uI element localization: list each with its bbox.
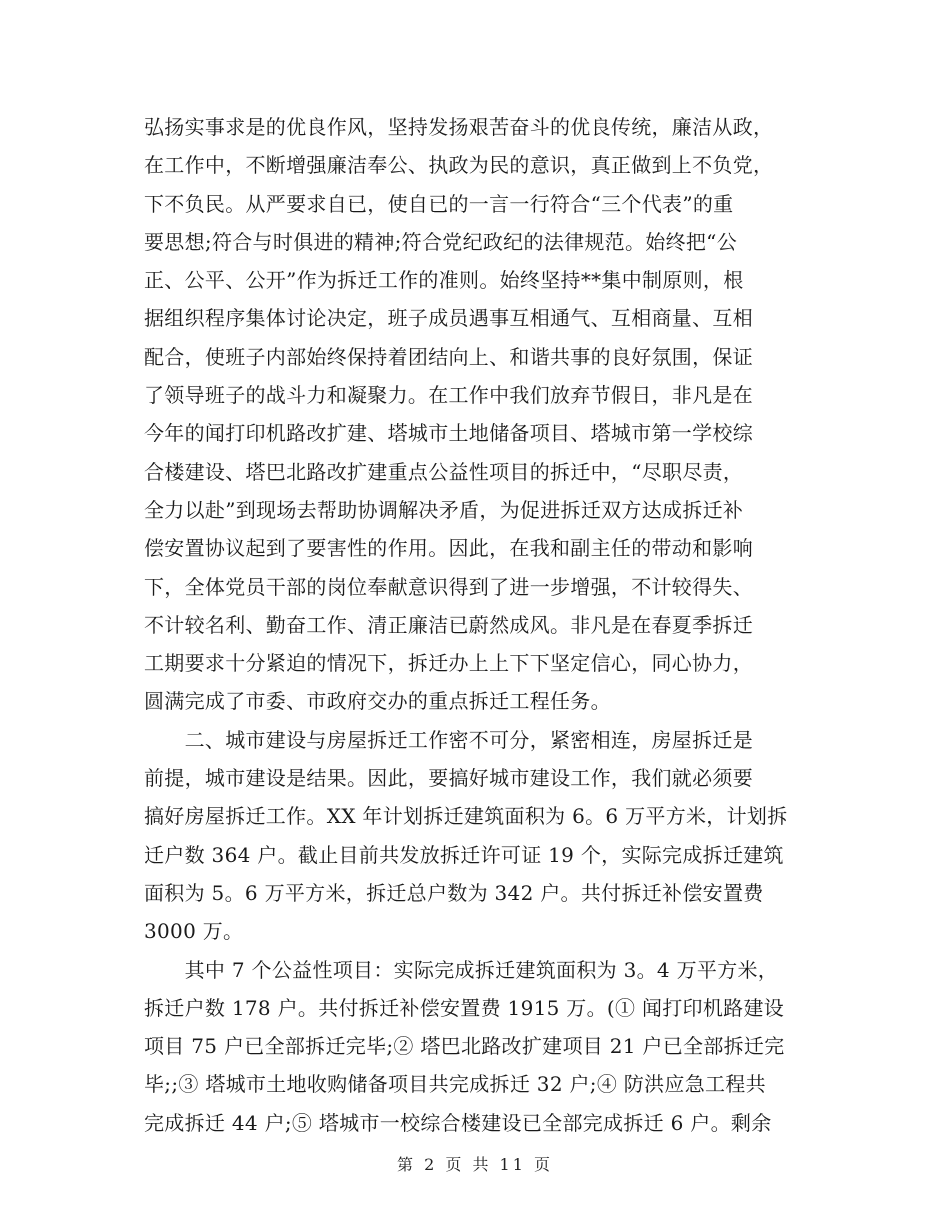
text-line: 圆满完成了市委、市政府交办的重点拆迁工程任务。 (144, 689, 611, 714)
text-line: 完成拆迁 44 户;⑤ 塔城市一校综合楼建设已全部完成拆迁 6 户。剩余 (144, 1110, 772, 1135)
text-line: 项目 75 户已全部拆迁完毕;② 塔巴北路改扩建项目 21 户已全部拆迁完 (144, 1034, 785, 1059)
text-line: 面积为 5。6 万平方米，拆迁总户数为 342 户。共付拆迁补偿安置费 (144, 880, 764, 905)
text-line: 要思想;符合与时俱进的精神;符合党纪政纪的法律规范。始终把“公 (144, 229, 738, 254)
text-line: 迁户数 364 户。截止目前共发放拆迁许可证 19 个，实际完成拆迁建筑 (144, 842, 784, 867)
text-line: 正、公平、公开”作为拆迁工作的准则。始终坚持**集中制原则，根 (144, 268, 744, 293)
text-line: 下，全体党员干部的岗位奉献意识得到了进一步增强，不计较得失、 (144, 574, 753, 599)
text-line: 搞好房屋拆迁工作。XX 年计划拆迁建筑面积为 6。6 万平方米，计划拆 (144, 804, 788, 829)
text-line: 配合，使班子内部始终保持着团结向上、和谐共事的良好氛围，保证 (144, 344, 753, 369)
text-line: 了领导班子的战斗力和凝聚力。在工作中我们放弃节假日，非凡是在 (144, 383, 753, 408)
text-line: 今年的闻打印机路改扩建、塔城市土地储备项目、塔城市第一学校综 (144, 421, 753, 446)
text-line: 弘扬实事求是的优良作风，坚持发扬艰苦奋斗的优良传统，廉洁从政， (144, 115, 774, 139)
text-line: 在工作中，不断增强廉洁奉公、执政为民的意识，真正做到上不负党， (144, 153, 774, 178)
text-line: 下不负民。从严要求自已，使自已的一言一行符合“三个代表”的重 (144, 191, 734, 216)
paragraph-start-line: 二、城市建设与房屋拆迁工作密不可分，紧密相连，房屋拆迁是 (144, 727, 753, 752)
text-line: 偿安置协议起到了要害性的作用。因此，在我和副主任的带动和影响 (144, 536, 753, 561)
text-line: 据组织程序集体讨论决定，班子成员遇事互相通气、互相商量、互相 (144, 306, 753, 331)
page-number-footer: 第 2 页 共 11 页 (397, 1155, 553, 1174)
paragraph-start-line: 其中 7 个公益性项目：实际完成拆迁建筑面积为 3。4 万平方米， (144, 957, 779, 982)
text-line: 3000 万。 (144, 919, 244, 944)
text-line: 拆迁户数 178 户。共付拆迁补偿安置费 1915 万。(① 闻打印机路建设 (144, 995, 785, 1020)
text-line: 不计较名利、勤奋工作、清正廉洁已蔚然成风。非凡是在春夏季拆迁 (144, 612, 753, 637)
text-line: 工期要求十分紧迫的情况下，拆迁办上上下下坚定信心，同心协力， (144, 651, 753, 676)
text-line: 前提，城市建设是结果。因此，要搞好城市建设工作，我们就必须要 (144, 766, 753, 791)
text-line: 毕;;③ 塔城市土地收购储备项目共完成拆迁 32 户;④ 防洪应急工程共 (144, 1072, 766, 1097)
text-line: 全力以赴”到现场去帮助协调解决矛盾，为促进拆迁双方达成拆迁补 (144, 497, 744, 522)
document-body (144, 108, 804, 1142)
text-line: 合楼建设、塔巴北路改扩建重点公益性项目的拆迁中，“尽职尽责， (144, 459, 744, 484)
